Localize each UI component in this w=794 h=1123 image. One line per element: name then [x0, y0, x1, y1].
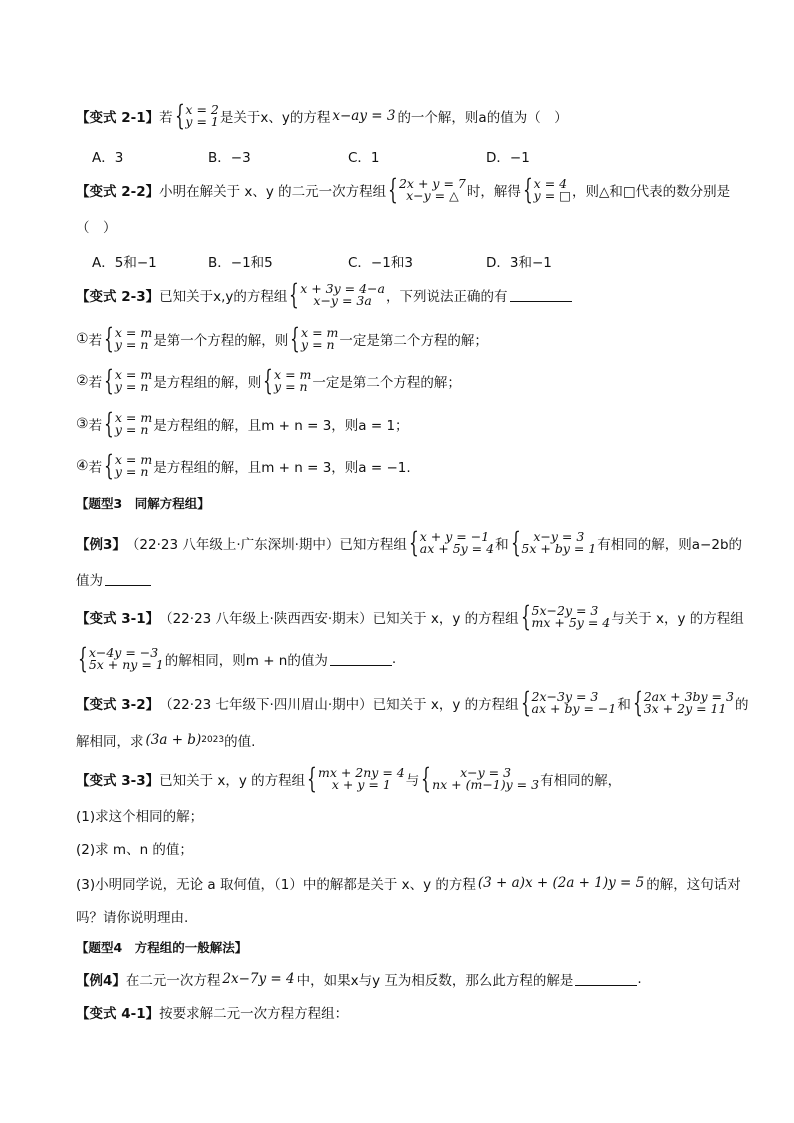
example-3: 【例3】 （22·23 八年级上·广东深圳·期中）已知方程组 { x + y = −1 ax + 5y = 4 和 { x−y = 3 5x + by = 1 有相同的解，则a−2b的 — [76, 526, 743, 559]
equation-system: { x = 2 y = 1 — [174, 99, 219, 132]
statement-number: ③ — [76, 416, 89, 432]
equation-system: { 2x + y = 7 x−y = △ — [388, 173, 466, 206]
question-tag: 【例4】 — [76, 973, 126, 989]
question-3-1-cont: { x−4y = −3 5x + ny = 1 的解相同，则m + n的值为 . — [78, 642, 397, 675]
section-heading-3: 【题型3 同解方程组】 — [76, 496, 210, 511]
question-tag: 【变式 2-2】 — [76, 184, 160, 200]
section-heading-4: 【题型4 方程组的一般解法】 — [76, 940, 248, 955]
answer-paren: （ ） — [76, 220, 117, 236]
text: 小明在解关于 x、y 的二元一次方程组 — [159, 184, 387, 200]
question-3-3: 【变式 3-3】 已知关于 x，y 的方程组 { mx + 2ny = 4 x + y = 1 与 { x−y = 3 nx + (m−1)y = 3 有相同的解， — [76, 762, 622, 795]
question-tag: 【变式 2-3】 — [76, 289, 160, 305]
question-3-1: 【变式 3-1】 （22·23 八年级上·陕西西安·期末）已知关于 x，y 的方程组 { 5x−2y = 3 mx + 5y = 4 与关于 x，y 的方程组 — [76, 600, 744, 633]
question-tag: 【变式 4-1】 — [76, 1006, 160, 1022]
option-a: A．5和−1 — [92, 255, 157, 271]
question-2-3 — [76, 278, 572, 311]
option-d: D．3和−1 — [486, 255, 552, 271]
question-4-1: 【变式 4-1】 按要求解二元一次方程方程组： — [76, 1002, 348, 1022]
question-tag: 【变式 2-1】 — [76, 110, 160, 126]
answer-blank[interactable] — [510, 289, 572, 302]
statement-number: ② — [76, 373, 89, 389]
text: 是关于x、y的方程 — [219, 110, 331, 126]
equation: x−ay = 3 — [332, 108, 396, 124]
text: 的一个解，则a的值为（ ） — [397, 110, 568, 126]
text: 时，解得 — [466, 184, 521, 200]
option-c: C．1 — [348, 150, 380, 166]
option-c: C．−1和3 — [348, 255, 413, 271]
text: ，则△和□代表的数分别是 — [571, 184, 731, 200]
question-2-1 — [76, 99, 568, 132]
example-4: 【例4】 在二元一次方程 2x−7y = 4 中，如果x与y 互为相反数，那么此方程的解是 . — [76, 971, 642, 989]
option-b: B．−3 — [208, 150, 251, 166]
text: 若 — [159, 110, 173, 126]
text: 已知关于x,y的方程组 — [159, 289, 288, 305]
example-3-cont: 值为 — [76, 569, 151, 589]
question-3-2-cont: 解相同，求 (3a + b) 2023 的值. — [76, 732, 256, 750]
sub-question-2: (2)求 m、n 的值； — [76, 842, 193, 858]
sub-question-3-cont: 吗？请你说明理由. — [76, 910, 189, 926]
equation-system: { x + 3y = 4−a x−y = 3a — [289, 278, 385, 311]
statement-number: ④ — [76, 458, 89, 474]
question-tag: 【变式 3-3】 — [76, 773, 160, 789]
statement-3: ③ 若 { x = m y = n 是方程组的解，且m + n = 3，则a = 1； — [76, 407, 409, 440]
statement-1: ① 若 { x = m y = n 是第一个方程的解，则 { x = m y = n 一定是第二个方程的解； — [76, 322, 488, 355]
sub-question-3: (3)小明同学说，无论 a 取何值，（1）中的解都是关于 x、y 的方程 (3 + a)x + (2a + 1)y = 5 的解，这句话对 — [76, 875, 741, 893]
question-tag: 【变式 3-1】 — [76, 611, 160, 627]
sub-question-1: (1)求这个相同的解； — [76, 809, 204, 825]
statement-4: ④ 若 { x = m y = n 是方程组的解，且m + n = 3，则a = −1. — [76, 449, 411, 482]
answer-blank[interactable] — [105, 573, 151, 586]
option-a: A．3 — [92, 150, 124, 166]
question-2-2 — [76, 173, 731, 206]
solution-system: { x = 4 y = □ — [522, 173, 571, 206]
question-tag: 【变式 3-2】 — [76, 697, 160, 713]
statement-2: ② 若 { x = m y = n 是方程组的解，则 { x = m y = n 一定是第二个方程的解； — [76, 364, 461, 397]
text: ，下列说法正确的有 — [386, 289, 508, 305]
answer-blank[interactable] — [330, 653, 392, 666]
answer-blank[interactable] — [575, 973, 637, 986]
option-d: D．−1 — [486, 150, 530, 166]
statement-number: ① — [76, 331, 89, 347]
question-3-2: 【变式 3-2】 （22·23 七年级下·四川眉山·期中）已知关于 x，y 的方程组 { 2x−3y = 3 ax + by = −1 和 { 2ax + 3by = 3 3x + 2y = 11 的 — [76, 686, 749, 719]
question-tag: 【例3】 — [76, 537, 126, 553]
option-b: B．−1和5 — [208, 255, 273, 271]
